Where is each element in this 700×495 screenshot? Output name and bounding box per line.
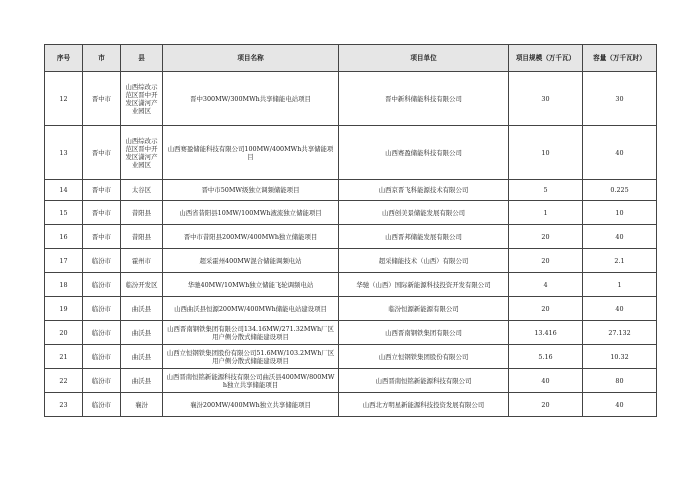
- cell-scale: 20: [509, 297, 583, 321]
- energy-storage-project-table: [44, 44, 657, 417]
- cell-unit: 山西创美景储能发展有限公司: [339, 201, 509, 225]
- cell-capacity: 30: [583, 72, 657, 126]
- cell-scale: 13.416: [509, 321, 583, 345]
- cell-scale: 30: [509, 72, 583, 126]
- cell-city: 晋中市: [83, 225, 121, 249]
- cell-unit: 山西晋南恒铭新能源科技有限公司: [339, 369, 509, 393]
- cell-county: 曲沃县: [121, 369, 163, 393]
- cell-project-name: 山西曲沃县恒源200MW/400MWh储能电站建设项目: [163, 297, 339, 321]
- cell-seq: 12: [45, 72, 83, 126]
- cell-capacity: 40: [583, 297, 657, 321]
- cell-city: 临汾市: [83, 393, 121, 417]
- cell-city: 临汾市: [83, 369, 121, 393]
- cell-seq: 15: [45, 201, 83, 225]
- header-unit: 项目单位: [339, 45, 509, 72]
- table-row: [45, 393, 657, 417]
- cell-seq: 16: [45, 225, 83, 249]
- header-county: 县: [121, 45, 163, 72]
- cell-county: 曲沃县: [121, 297, 163, 321]
- header-scale: 项目规模（万千瓦）: [509, 45, 583, 72]
- header-seq: 序号: [45, 45, 83, 72]
- table-row: [45, 249, 657, 273]
- cell-capacity: 10.32: [583, 345, 657, 369]
- cell-county: 霍州市: [121, 249, 163, 273]
- cell-city: 晋中市: [83, 201, 121, 225]
- cell-project-name: 山西晋南恒铭新能源科技有限公司曲沃县400MW/800MWh独立共享储能项目: [163, 369, 339, 393]
- cell-capacity: 2.1: [583, 249, 657, 273]
- cell-project-name: 晋中市昔阳县200MW/400MWh独立储能项目: [163, 225, 339, 249]
- cell-project-name: 山西立恒钢铁集团股份有限公司51.6MW/103.2MWh厂区用户侧分散式储能建设项目: [163, 345, 339, 369]
- cell-capacity: 40: [583, 225, 657, 249]
- header-project-name: 项目名称: [163, 45, 339, 72]
- cell-unit: 山西赛盈储能科技有限公司: [339, 126, 509, 180]
- cell-capacity: 27.132: [583, 321, 657, 345]
- table-header-row: [45, 45, 657, 72]
- cell-unit: 山西晋南钢铁集团有限公司: [339, 321, 509, 345]
- header-city: 市: [83, 45, 121, 72]
- cell-city: 临汾市: [83, 297, 121, 321]
- cell-unit: 超采储能技术（山西）有限公司: [339, 249, 509, 273]
- cell-capacity: 1: [583, 273, 657, 297]
- cell-capacity: 10: [583, 201, 657, 225]
- cell-unit: 山西京晋飞科能源技术有限公司: [339, 180, 509, 201]
- cell-county: 襄汾: [121, 393, 163, 417]
- cell-seq: 19: [45, 297, 83, 321]
- cell-scale: 40: [509, 369, 583, 393]
- cell-project-name: 襄汾200MW/400MWh独立共享储能项目: [163, 393, 339, 417]
- table-row: [45, 369, 657, 393]
- cell-scale: 5.16: [509, 345, 583, 369]
- cell-project-name: 晋中300MW/300MWh共享储能电站项目: [163, 72, 339, 126]
- table-row: [45, 225, 657, 249]
- cell-city: 临汾市: [83, 273, 121, 297]
- cell-project-name: 山西晋南钢铁集团有限公司134.16MW/271.32MWh厂区用户侧分散式储能建设项目: [163, 321, 339, 345]
- cell-city: 临汾市: [83, 321, 121, 345]
- cell-seq: 23: [45, 393, 83, 417]
- cell-seq: 17: [45, 249, 83, 273]
- cell-unit: 临汾恒源新能源有限公司: [339, 297, 509, 321]
- cell-county: 昔阳县: [121, 225, 163, 249]
- table-row: [45, 321, 657, 345]
- cell-scale: 20: [509, 225, 583, 249]
- table-row: [45, 345, 657, 369]
- cell-unit: 华驰（山西）国际新能源科技投资开发有限公司: [339, 273, 509, 297]
- cell-capacity: 40: [583, 393, 657, 417]
- header-capacity: 容量（万千瓦时）: [583, 45, 657, 72]
- cell-county: 太谷区: [121, 180, 163, 201]
- cell-seq: 18: [45, 273, 83, 297]
- cell-capacity: 80: [583, 369, 657, 393]
- cell-capacity: 0.225: [583, 180, 657, 201]
- cell-county: 昔阳县: [121, 201, 163, 225]
- cell-capacity: 40: [583, 126, 657, 180]
- cell-county: 山西综改示范区晋中开发区潇河产业园区: [121, 72, 163, 126]
- cell-seq: 13: [45, 126, 83, 180]
- cell-scale: 4: [509, 273, 583, 297]
- cell-scale: 1: [509, 201, 583, 225]
- cell-city: 晋中市: [83, 180, 121, 201]
- cell-scale: 20: [509, 393, 583, 417]
- table-row: [45, 201, 657, 225]
- cell-city: 临汾市: [83, 345, 121, 369]
- cell-project-name: 晋中市50MW级独立调频储能项目: [163, 180, 339, 201]
- cell-unit: 山西北方明星新能源科技投资发展有限公司: [339, 393, 509, 417]
- cell-unit: 山西晋邦储能发展有限公司: [339, 225, 509, 249]
- cell-project-name: 华驰40MW/10MWh独立储能飞轮调频电站: [163, 273, 339, 297]
- cell-county: 临汾开发区: [121, 273, 163, 297]
- cell-seq: 20: [45, 321, 83, 345]
- table-row: [45, 273, 657, 297]
- cell-unit: 晋中新科储能科技有限公司: [339, 72, 509, 126]
- cell-city: 临汾市: [83, 249, 121, 273]
- cell-scale: 10: [509, 126, 583, 180]
- cell-scale: 5: [509, 180, 583, 201]
- cell-project-name: 山西赛盈储能科技有限公司100MW/400MWh共享储能项目: [163, 126, 339, 180]
- cell-scale: 20: [509, 249, 583, 273]
- table-row: [45, 297, 657, 321]
- cell-seq: 14: [45, 180, 83, 201]
- cell-county: 山西综改示范区晋中开发区潇河产业园区: [121, 126, 163, 180]
- cell-unit: 山西立恒钢铁集团股份有限公司: [339, 345, 509, 369]
- cell-county: 曲沃县: [121, 321, 163, 345]
- table-row: [45, 126, 657, 180]
- cell-project-name: 超采霍州400MW混合储能调频电站: [163, 249, 339, 273]
- cell-seq: 22: [45, 369, 83, 393]
- cell-seq: 21: [45, 345, 83, 369]
- table-row: [45, 180, 657, 201]
- cell-project-name: 山西省昔阳县10MW/100MWh液流独立储能项目: [163, 201, 339, 225]
- table-row: [45, 72, 657, 126]
- cell-county: 曲沃县: [121, 345, 163, 369]
- cell-city: 晋中市: [83, 72, 121, 126]
- cell-city: 晋中市: [83, 126, 121, 180]
